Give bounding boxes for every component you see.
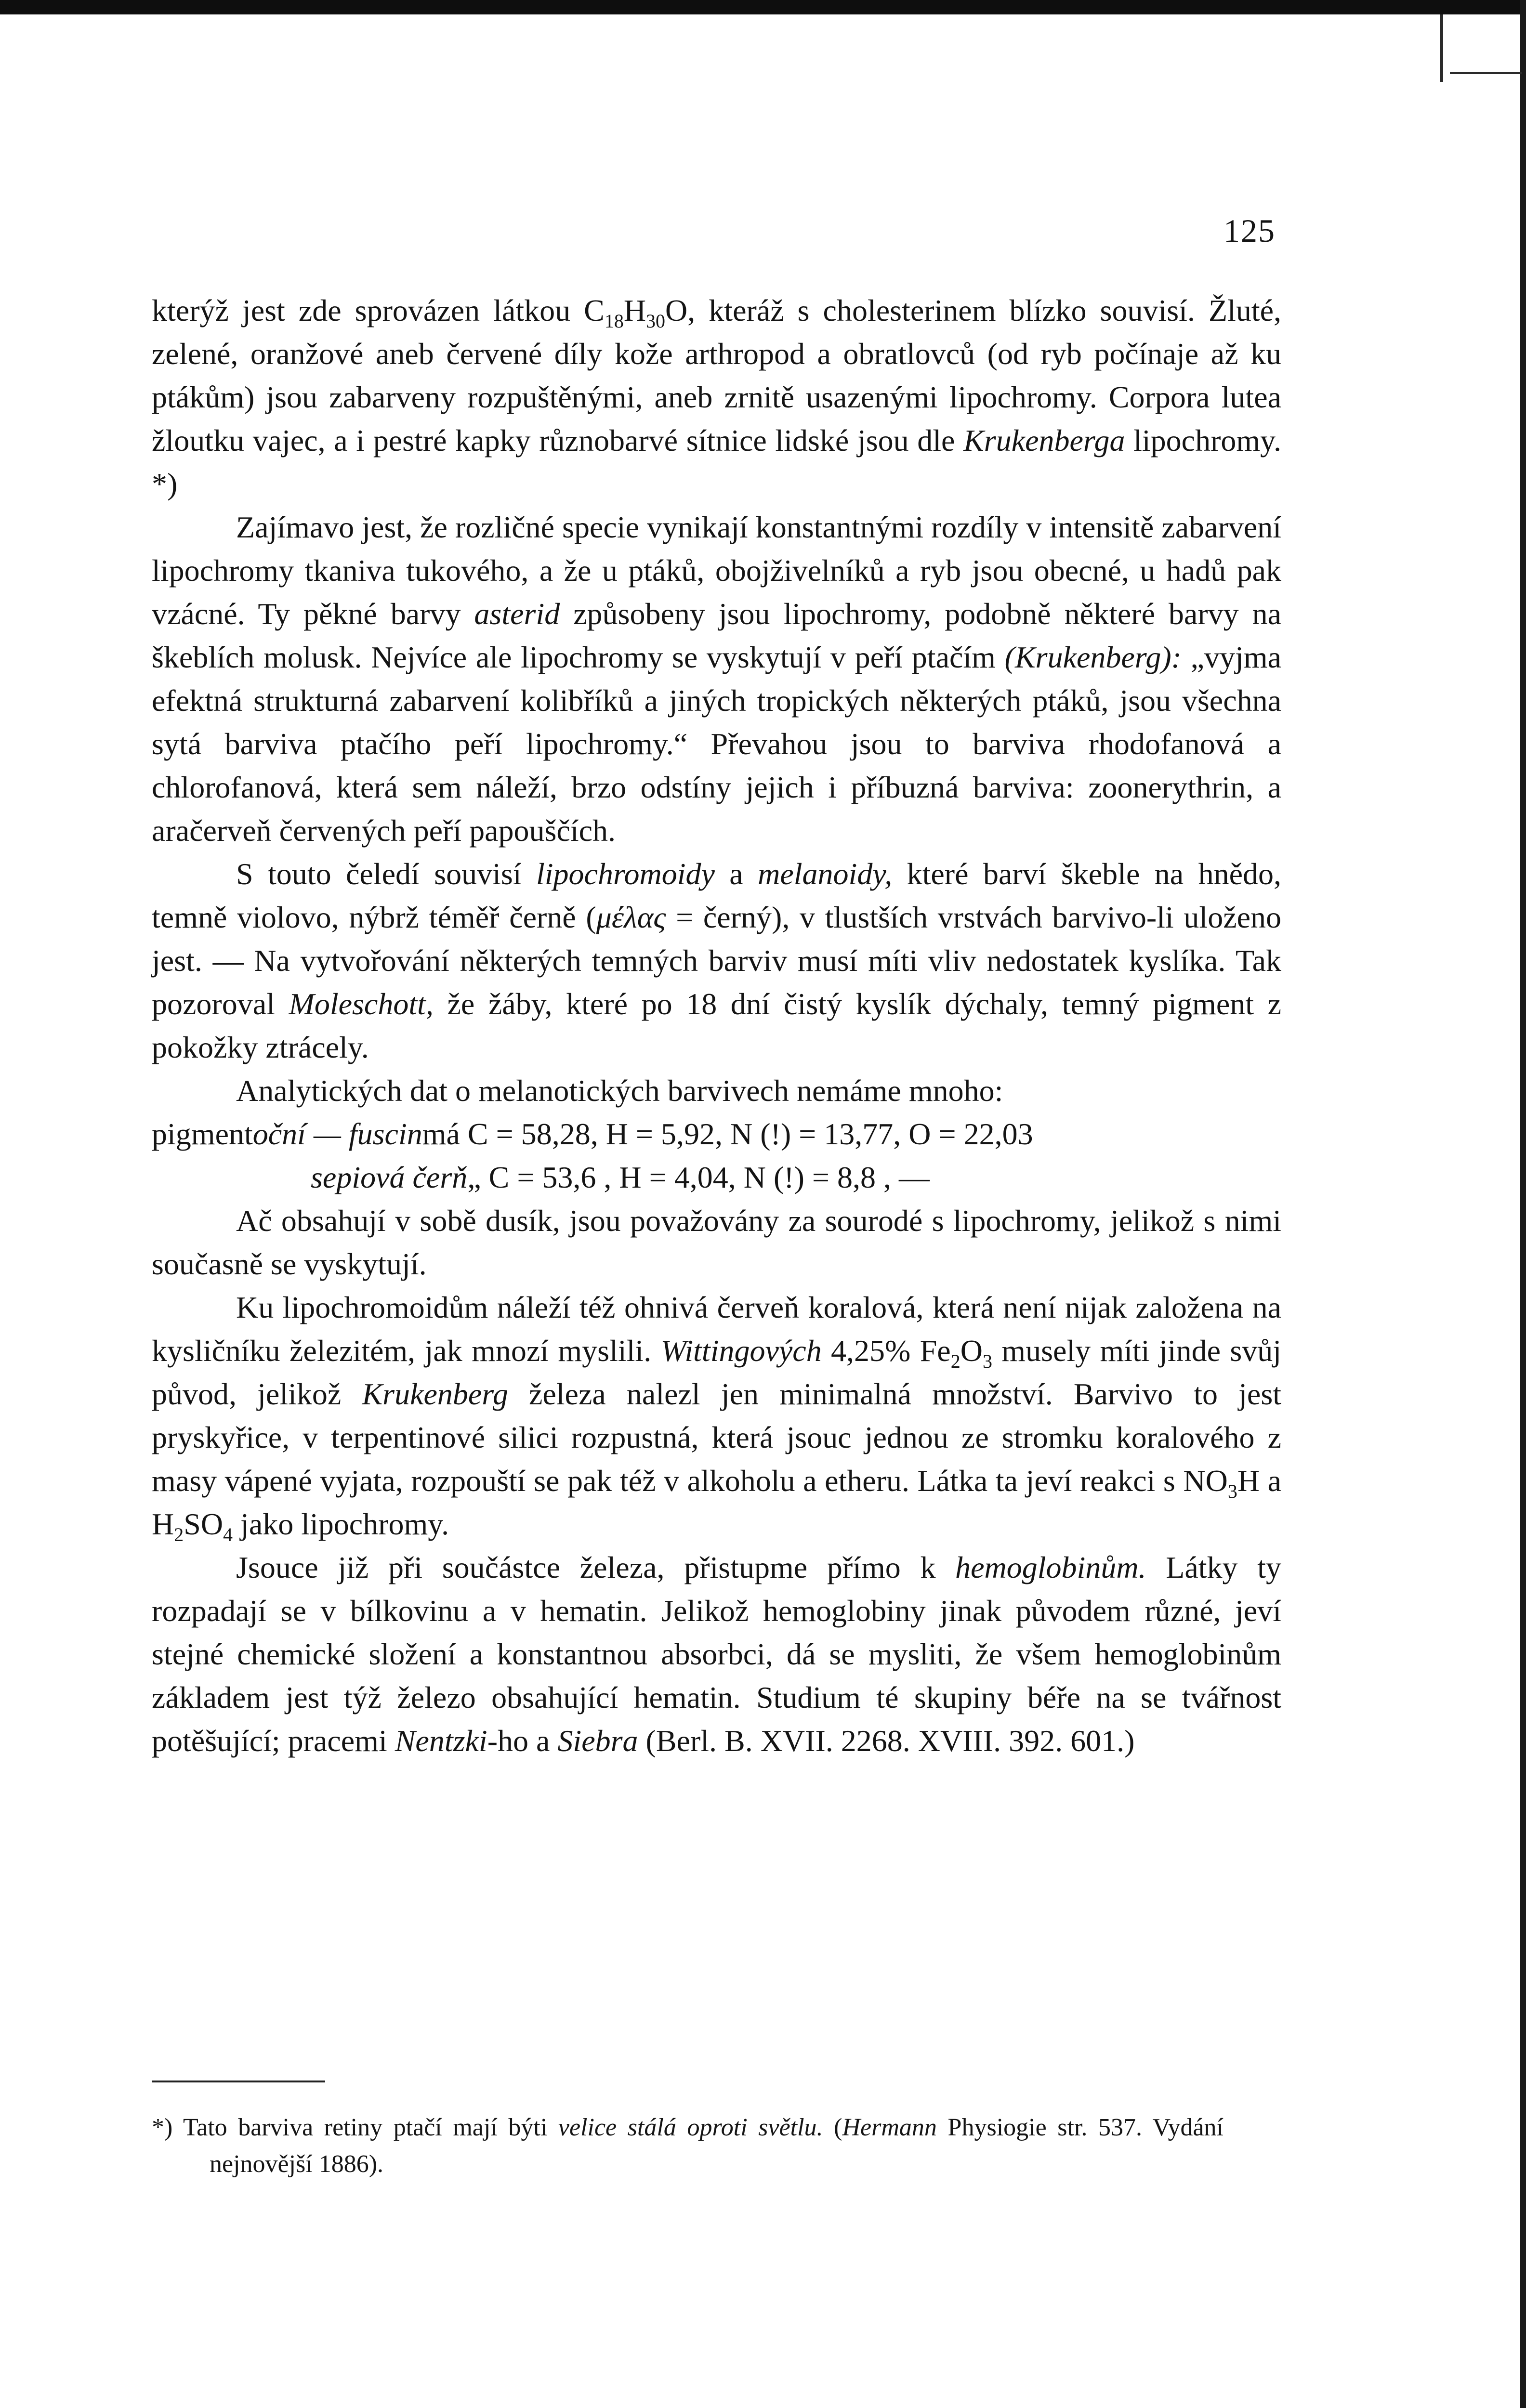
scan-mark — [1450, 72, 1522, 74]
paragraph-7: Jsouce již při součástce železa, přistupme přímo k hemoglobinům. Látky ty rozpadají se v bílkovinu a v hematin. Jelikož hemoglobiny jinak původem různé, jeví stejné chemické složení a konstantnou absorbci, dá se mysliti, že všem hemoglobinům základem jest týž železo obsahující hematin. Studium té skupiny béře na se tvářnost potěšující; pracemi Nentzki-ho a Siebra (Berl. B. XVII. 2268. XVIII. 392. 601.) — [152, 1550, 1282, 1758]
analysis-row-fuscin: pigment oční — fuscin má C = 58,28, H = 5,92, N (!) = 13,77, O = 22,03 — [152, 1117, 1033, 1151]
paragraph-3: S touto čeledí souvisí lipochromoidy a melanoidy, které barví škeble na hnědo, temně violovo, nýbrž téměř černě (μέλας = černý), v tlustších vrstvách barvivo-li uloženo jest. — Na vytvořování některých temných barviv musí míti vliv nedostatek kyslíka. Tak pozoroval Moleschott, že žáby, které po 18 dní čistý kyslík dýchaly, temný pigment z pokožky ztrácely. — [152, 857, 1282, 1064]
page-number: 125 — [1223, 212, 1276, 249]
footnote-rule — [152, 2081, 325, 2082]
analysis-row-sepia: sepiová čerň „ C = 53,6 , H = 4,04, N (!) = 8,8 , — — [311, 1160, 930, 1194]
paragraph-4: Analytických dat o melanotických barvivech nemáme mnoho: — [236, 1073, 1003, 1108]
body-text — [152, 289, 1281, 1763]
paragraph-2: Zajímavo jest, že rozličné specie vynikají konstantnými rozdíly v intensitě zabarvení lipochromy tkaniva tukového, a že u ptáků, obojživelníků a ryb jsou obecné, u hadů pak vzácné. Ty pěkné barvy asterid způsobeny jsou lipochromy, podobně některé barvy na škeblích molusk. Nejvíce ale lipochromy se vyskytují v peří ptačím (Krukenberg): „vyjma efektná strukturná zabarvení kolibříků a jiných tropických některých ptáků, jsou všechna sytá barviva ptačího peří lipochromy.“ Převahou jsou to barviva rhodofanová a chlorofanová, která sem náleží, brzo odstíny jejich i příbuzná barviva: zoonerythrin, a aračerveň červených peří papouščích. — [152, 510, 1282, 848]
paragraph-1: kterýž jest zde sprovázen látkou $C_{18}H_{30}O$, kteráž s cholesterinem blízko souvisí. Žluté, zelené, oranžové aneb červené díly kože arthropod a obratlovců (od ryb počínaje až ku ptákům) jsou zabarveny rozpuštěnými, aneb zrnitě usazenými lipochromy. Corpora lutea žloutku vajec, a i pestré kapky různobarvé sítnice lidské jsou dle Krukenberga lipochromy. *) — [152, 293, 1282, 501]
scan-border-right — [1520, 0, 1526, 2408]
scan-mark — [1440, 14, 1443, 82]
scan-border-top — [0, 0, 1526, 14]
footnote: *) Tato barviva retiny ptačí mají býti velice stálá oproti světlu. (Hermann Physiogie str. 537. Vydání nejnovější 1886). — [152, 2114, 1223, 2178]
paragraph-6: Ku lipochromoidům náleží též ohnivá červeň koralová, která není nijak založena na kysličníku železitém, jak mnozí myslili. Wittingových 4,25% $Fe_2O_3$ musely míti jinde svůj původ, jelikož Krukenberg železa nalezl jen minimalná množství. Barvivo to jest pryskyřice, v terpentinové silici rozpustná, která jsouc jednou ze stromku koralového z masy vápené vyjata, rozpouští se pak též v alkoholu a etheru. Látka ta jeví reakci s $NO_3H$ a $H_2SO_4$ jako lipochromy. — [152, 1290, 1282, 1545]
paragraph-5: Ač obsahují v sobě dusík, jsou považovány za sourodé s lipochromy, jelikož s nimi současně se vyskytují. — [152, 1204, 1281, 1281]
